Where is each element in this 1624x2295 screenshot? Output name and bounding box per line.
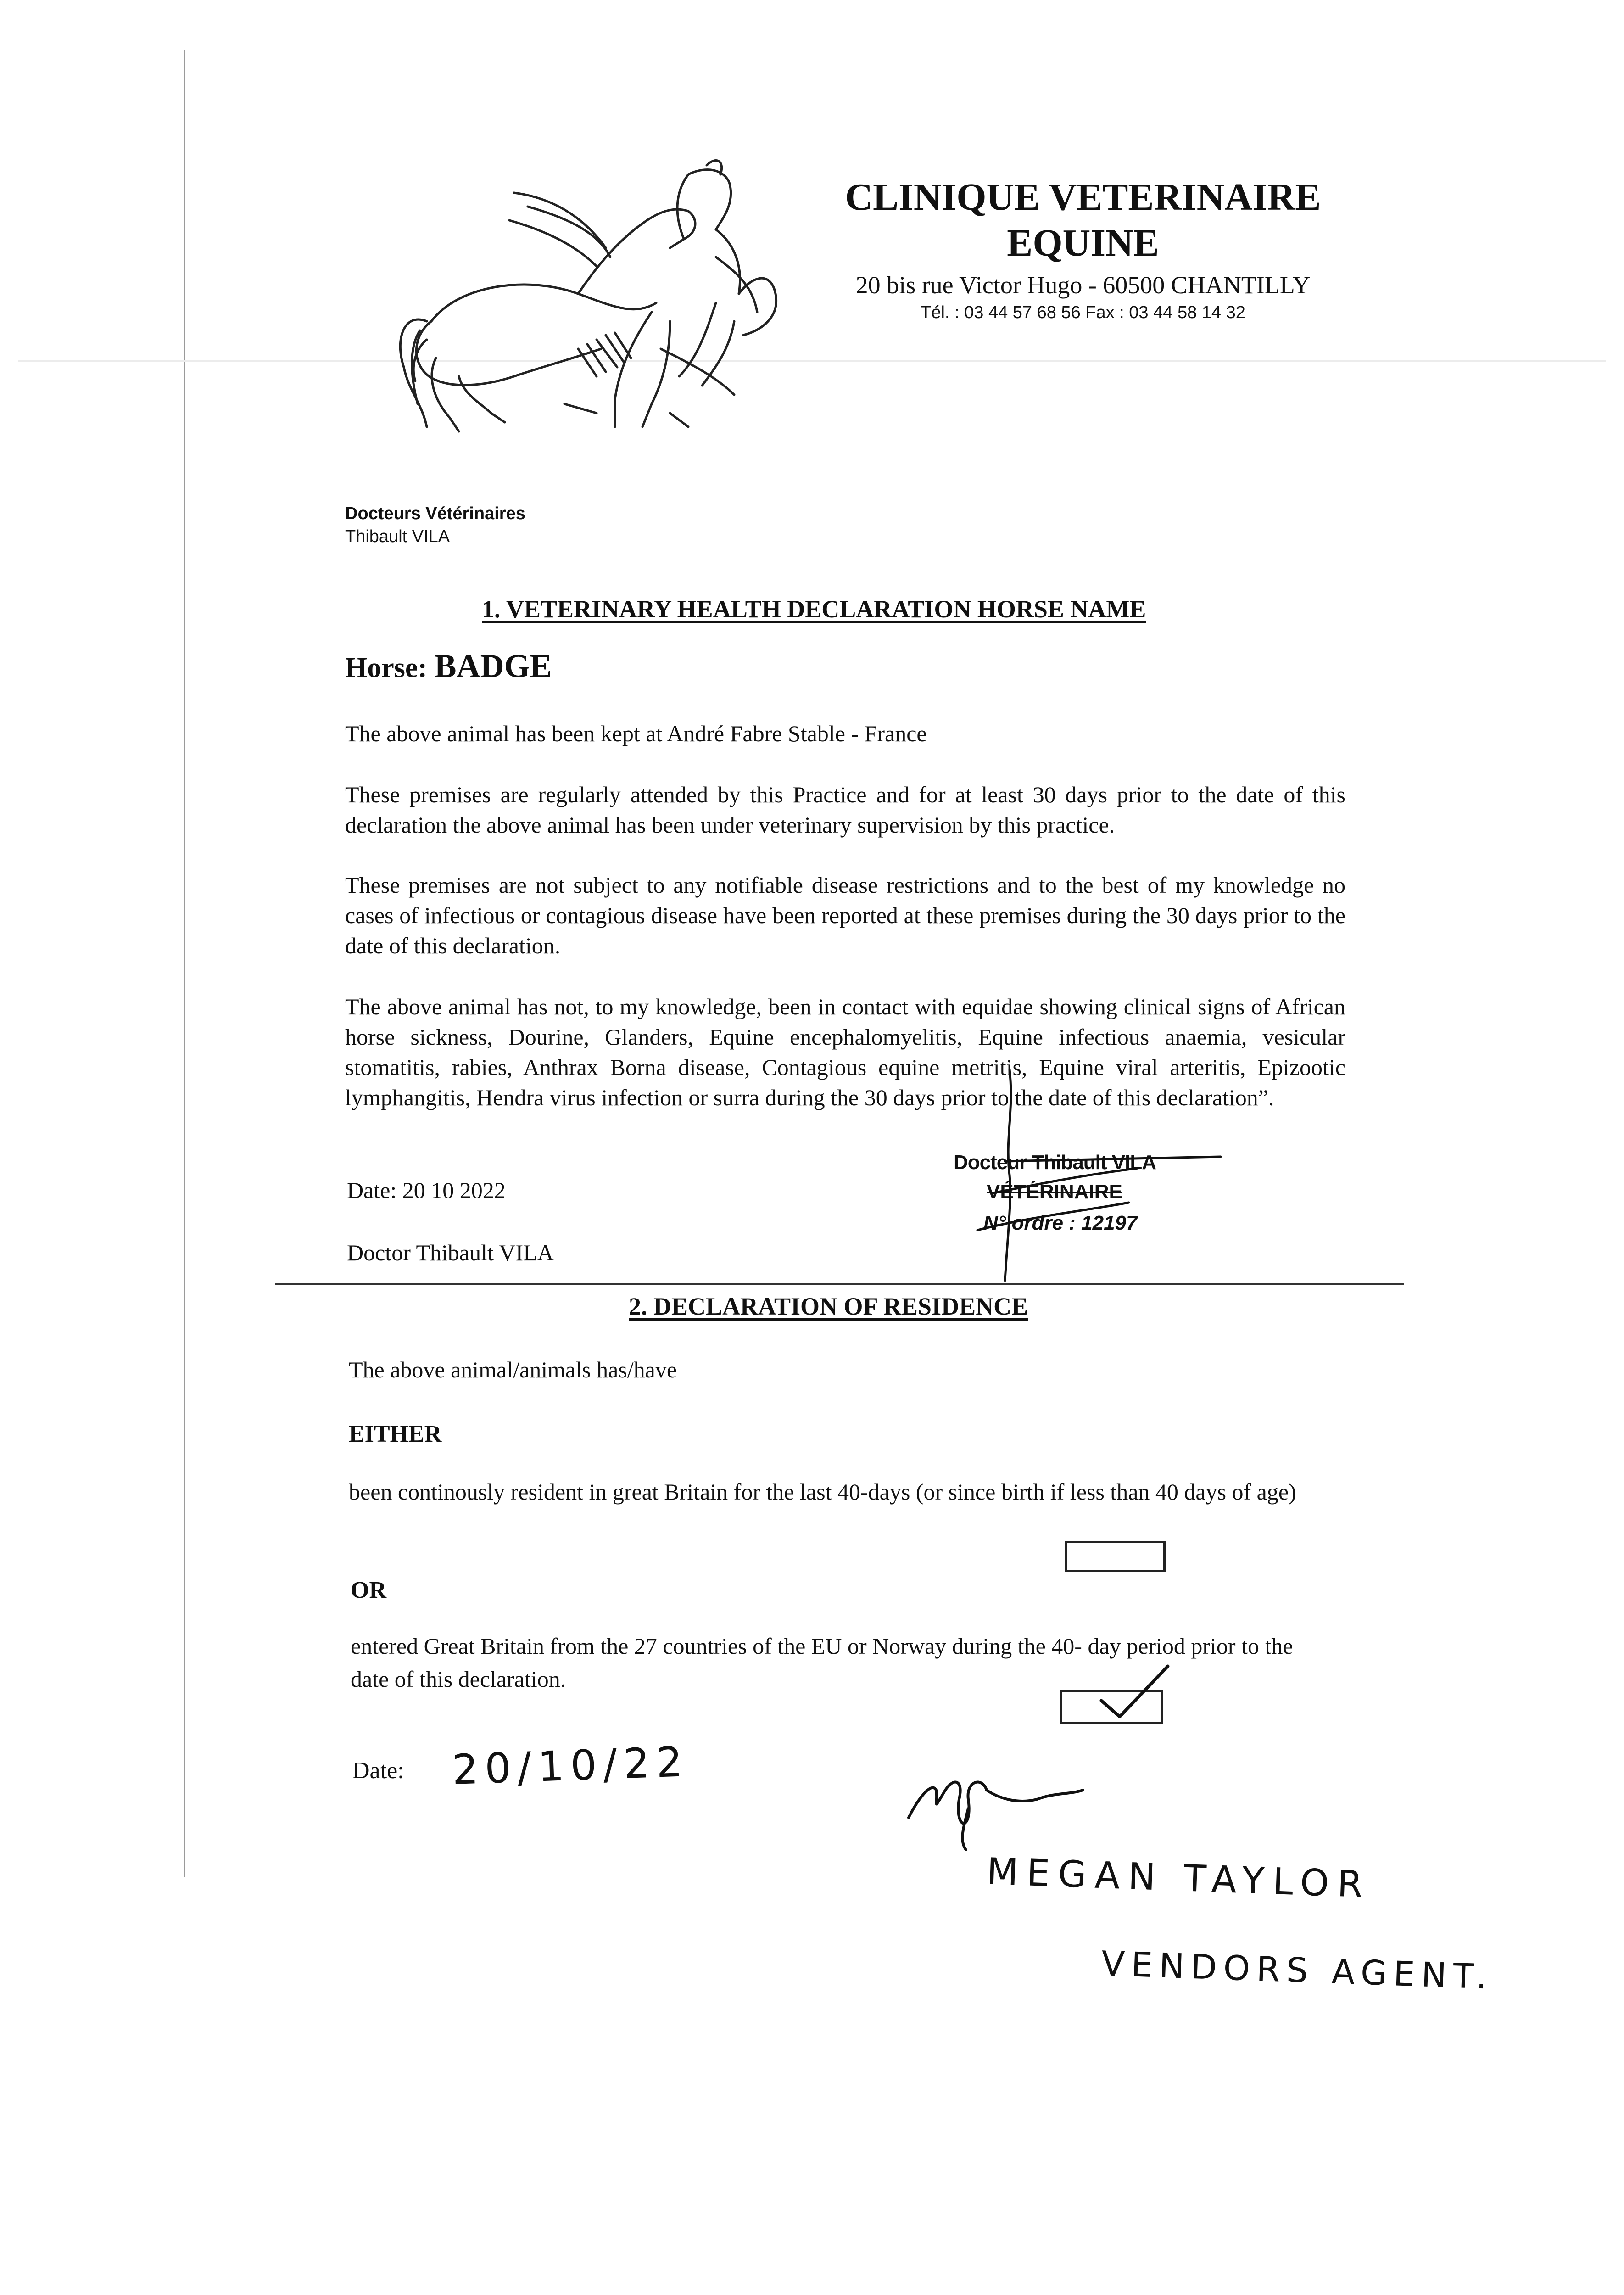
handwritten-date: 20/10/22 bbox=[451, 1738, 690, 1794]
supervision-paragraph: These premises are regularly attended by this Practice and for at least 30 days prior to the date of this declaration the above animal has been under veterinary supervision by this practice. bbox=[345, 782, 1345, 838]
doctors-label: Docteurs Vétérinaires bbox=[345, 504, 525, 523]
handwritten-agent-title: VENDORS AGENT. bbox=[1100, 1944, 1494, 1997]
residence-option2-text: entered Great Britain from the 27 countries of the EU or Norway during the 40- day period prior to the date of this declaration. bbox=[351, 1633, 1293, 1692]
doctors-name: Thibault VILA bbox=[345, 527, 450, 546]
kept-at-text: The above animal has been kept at André Fabre Stable - France bbox=[345, 721, 927, 746]
clinic-name-line1: CLINIQUE VETERINAIRE bbox=[845, 176, 1321, 218]
section1-date: Date: 20 10 2022 bbox=[347, 1177, 506, 1203]
contact-paragraph: The above animal has not, to my knowledge, been in contact with equidae showing clinical signs of African horse sickness, Dourine, Glanders, Equine encephalomyelitis, Equine infectious anaemia, vesicular stomatitis, rabies, Anthrax Borna disease, Contagious equine metritis, Equine viral arteritis, Epizootic lymphangitis, Hendra virus infection or surra during the 30 days prior to the date of this declaration”. bbox=[345, 994, 1345, 1110]
section1-heading: 1. VETERINARY HEALTH DECLARATION HORSE NAME bbox=[482, 595, 1146, 623]
clinic-phone-fax: Tél. : 03 44 57 68 56 Fax : 03 44 58 14 32 bbox=[921, 303, 1245, 322]
restrictions-paragraph: These premises are not subject to any notifiable disease restrictions and to the best of my knowledge no cases of infectious or contagious disease have been reported at these premises during the 30 days prior to the date of this declaration. bbox=[345, 872, 1345, 958]
clinic-address: 20 bis rue Victor Hugo - 60500 CHANTILLY bbox=[855, 271, 1311, 299]
stamp-doctor-name: Docteur Thibault VILA bbox=[954, 1151, 1156, 1174]
residence-option1-text: been continously resident in great Britain for the last 40-days (or since birth if less than 40 days of age) bbox=[349, 1479, 1296, 1505]
horse-name: BADGE bbox=[434, 648, 552, 684]
residence-intro: The above animal/animals has/have bbox=[349, 1357, 677, 1383]
stamp-title: VÉTÉRINAIRE bbox=[987, 1181, 1122, 1203]
section2-date-label: Date: bbox=[352, 1758, 404, 1784]
or-label: OR bbox=[351, 1577, 386, 1603]
handwritten-agent-name: MEGAN TAYLOR bbox=[986, 1850, 1372, 1906]
section2-heading: 2. DECLARATION OF RESIDENCE bbox=[629, 1293, 1028, 1320]
section1-doctor: Doctor Thibault VILA bbox=[347, 1240, 554, 1265]
stamp-order-number: N° ordre : 12197 bbox=[983, 1212, 1138, 1234]
clinic-name-line2: EQUINE bbox=[1007, 222, 1159, 264]
either-label: EITHER bbox=[349, 1421, 442, 1447]
horse-label: Horse: bbox=[345, 652, 428, 683]
